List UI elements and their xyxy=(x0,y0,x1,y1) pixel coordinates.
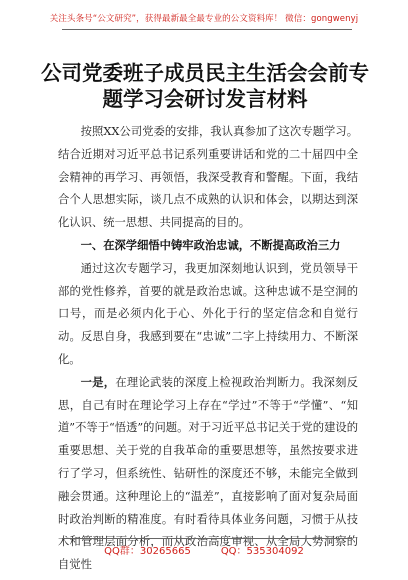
intro-paragraph: 按照XX公司党委的安排，我认真参加了这次专题学习。结合近期对习近平总书记系列重要讲话和党的二十届四中全会精神的再学习、再领悟，我深受教育和警醒。下面，我结合个人思想实际，谈几点不成熟的认识和体会，以期达到深化认识、统一思想、共同提高的目的。 xyxy=(58,125,358,230)
footer-qq-number: QQ：535304092 xyxy=(220,546,304,557)
document-body xyxy=(58,121,358,577)
footer-divider xyxy=(62,538,352,539)
point-1-lead: 一是， xyxy=(80,375,116,389)
section-1-paragraph: 通过这次专题学习，我更加深刻地认识到，党员领导干部的党性修养，首要的就是政治忠诚。这种忠诚不是空洞的口号，而是必须内化于心、外化于行的坚定信念和自觉行动。反思自身，我感到要在“忠诚”二字上持续用力、不断深化。 xyxy=(58,261,358,366)
point-1-text: 在理论武装的深度上检视政治判断力。我深刻反思，自己有时在理论学习上存在“学过”不等于“学懂”、“知道”不等于“悟透”的问题。对于习近平总书记关于党的建设的重要思想、关于党的自我革命的重要思想等，虽然按要求进行了学习，但系统性、钻研性的深度还不够，未能完全做到融会贯通。这种理论上的“温差”，直接影响了面对复杂局面时政治判断的精准度。有时看待具体业务问题，习惯于从技术和管理层面分析，而从政治高度审视、从全局大势洞察的自觉性 xyxy=(58,375,358,572)
document-title: 公司党委班子成员民主生活会会前专题学习会研讨发言材料 xyxy=(41,61,369,111)
section-heading-1: 一、在深学细悟中铸牢政治忠诚，不断提高政治三力 xyxy=(80,238,341,252)
footer-contact xyxy=(0,542,408,557)
footer-qq-group: QQ群：30265665 xyxy=(104,546,191,557)
header-promo-note: 关注头条号“公文研究”，获得最新最全最专业的公文资料库！ 微信：gongwenyj xyxy=(49,14,359,24)
header-divider xyxy=(62,29,352,30)
